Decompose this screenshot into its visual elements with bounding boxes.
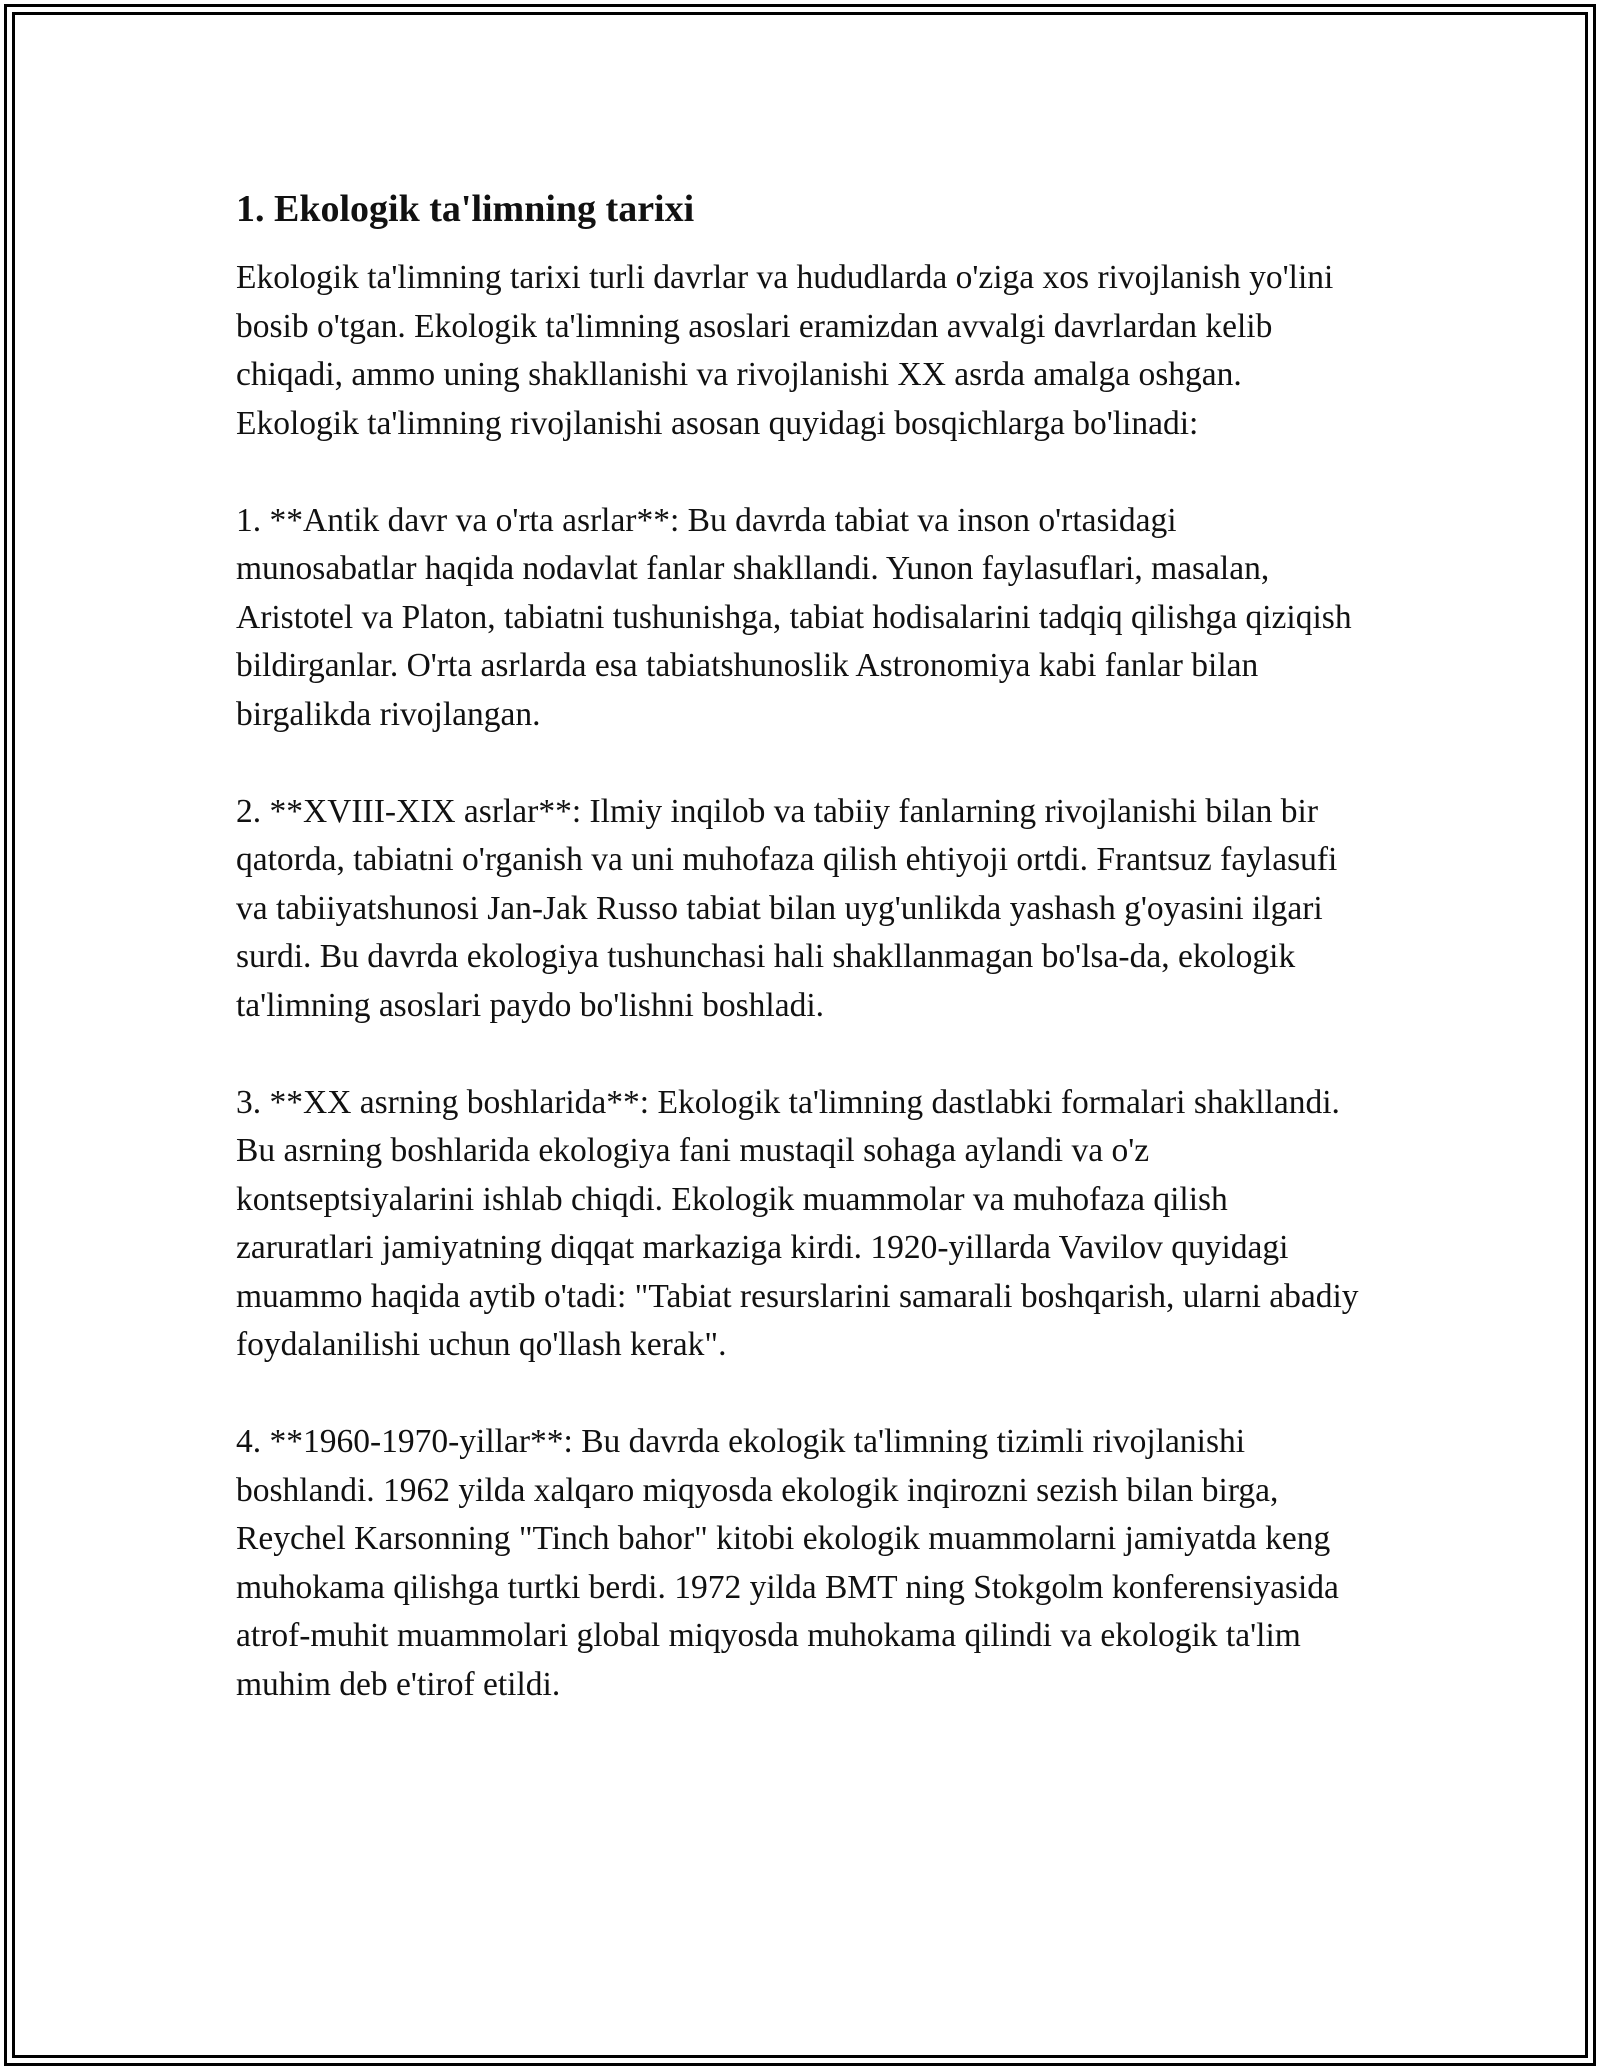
list-item-antiquity: 1. **Antik davr va o'rta asrlar**: Bu davrda tabiat va inson o'rtasidagi munosabatlar haqida nodavlat fanlar shakllandi. Yunon faylasuflari, masalan, Aristotel va Platon, tabiatni tushunishga, tabiat hodisalarini tadqiq qilishga qiziqish bildirganlar. O'rta asrlarda esa tabiatshunoslik Astronomiya kabi fanlar bilan birgalikda rivojlangan. [236,501,1352,733]
list-item-early-20th-century: 3. **XX asrning boshlarida**: Ekologik ta'limning dastlabki formalari shakllandi. Bu asrning boshlarida ekologiya fani mustaqil sohaga aylandi va o'z kontseptsiyalarini ishlab chiqdi. Ekologik muammolar va muhofaza qilish zaruratlari jamiyatning diqqat markaziga kirdi. 1920-yillarda Vavilov quyidagi muammo haqida aytib o'tadi: "Tabiat resurslarini samarali boshqarish, ularni abadiy foydalanilishi uchun qo'llash kerak". [236,1083,1359,1363]
document-body [236,186,1364,1709]
paragraph-spacer [236,1370,1364,1419]
intro-paragraph: Ekologik ta'limning tarixi turli davrlar va hududlarda o'ziga xos rivojlanish yo'lini bosib o'tgan. Ekologik ta'limning asoslari eramizdan avvalgi davrlardan kelib chiqadi, ammo uning shakllanishi va rivojlanishi XX asrda amalga oshgan. Ekologik ta'limning rivojlanishi asosan quyidagi bosqichlarga bo'linadi: [236,259,1334,442]
paragraph-spacer [236,739,1364,788]
list-item-18-19-centuries: 2. **XVIII-XIX asrlar**: Ilmiy inqilob va tabiiy fanlarning rivojlanishi bilan bir qatorda, tabiatni o'rganish va uni muhofaza qilish ehtiyoji ortdi. Frantsuz faylasufi va tabiiyatshunosi Jan-Jak Russo tabiat bilan uyg'unlikda yashash g'oyasini ilgari surdi. Bu davrda ekologiya tushunchasi hali shakllanmagan bo'lsa-da, ekologik ta'limning asoslari paydo bo'lishni boshladi. [236,792,1338,1024]
paragraph-spacer [236,448,1364,497]
paragraph-spacer [236,1030,1364,1079]
list-item-1960-1970: 4. **1960-1970-yillar**: Bu davrda ekologik ta'limning tizimli rivojlanishi boshlandi. 1962 yilda xalqaro miqyosda ekologik inqirozni sezish bilan birga, Reychel Karsonning "Tinch bahor" kitobi ekologik muammolarni jamiyatda keng muhokama qilishga turtki berdi. 1972 yilda BMT ning Stokgolm konferensiyasida atrof-muhit muammolari global miqyosda muhokama qilindi va ekologik ta'lim muhim deb e'tirof etildi. [236,1423,1339,1703]
section-title: 1. Ekologik ta'limning tarixi [236,188,695,230]
